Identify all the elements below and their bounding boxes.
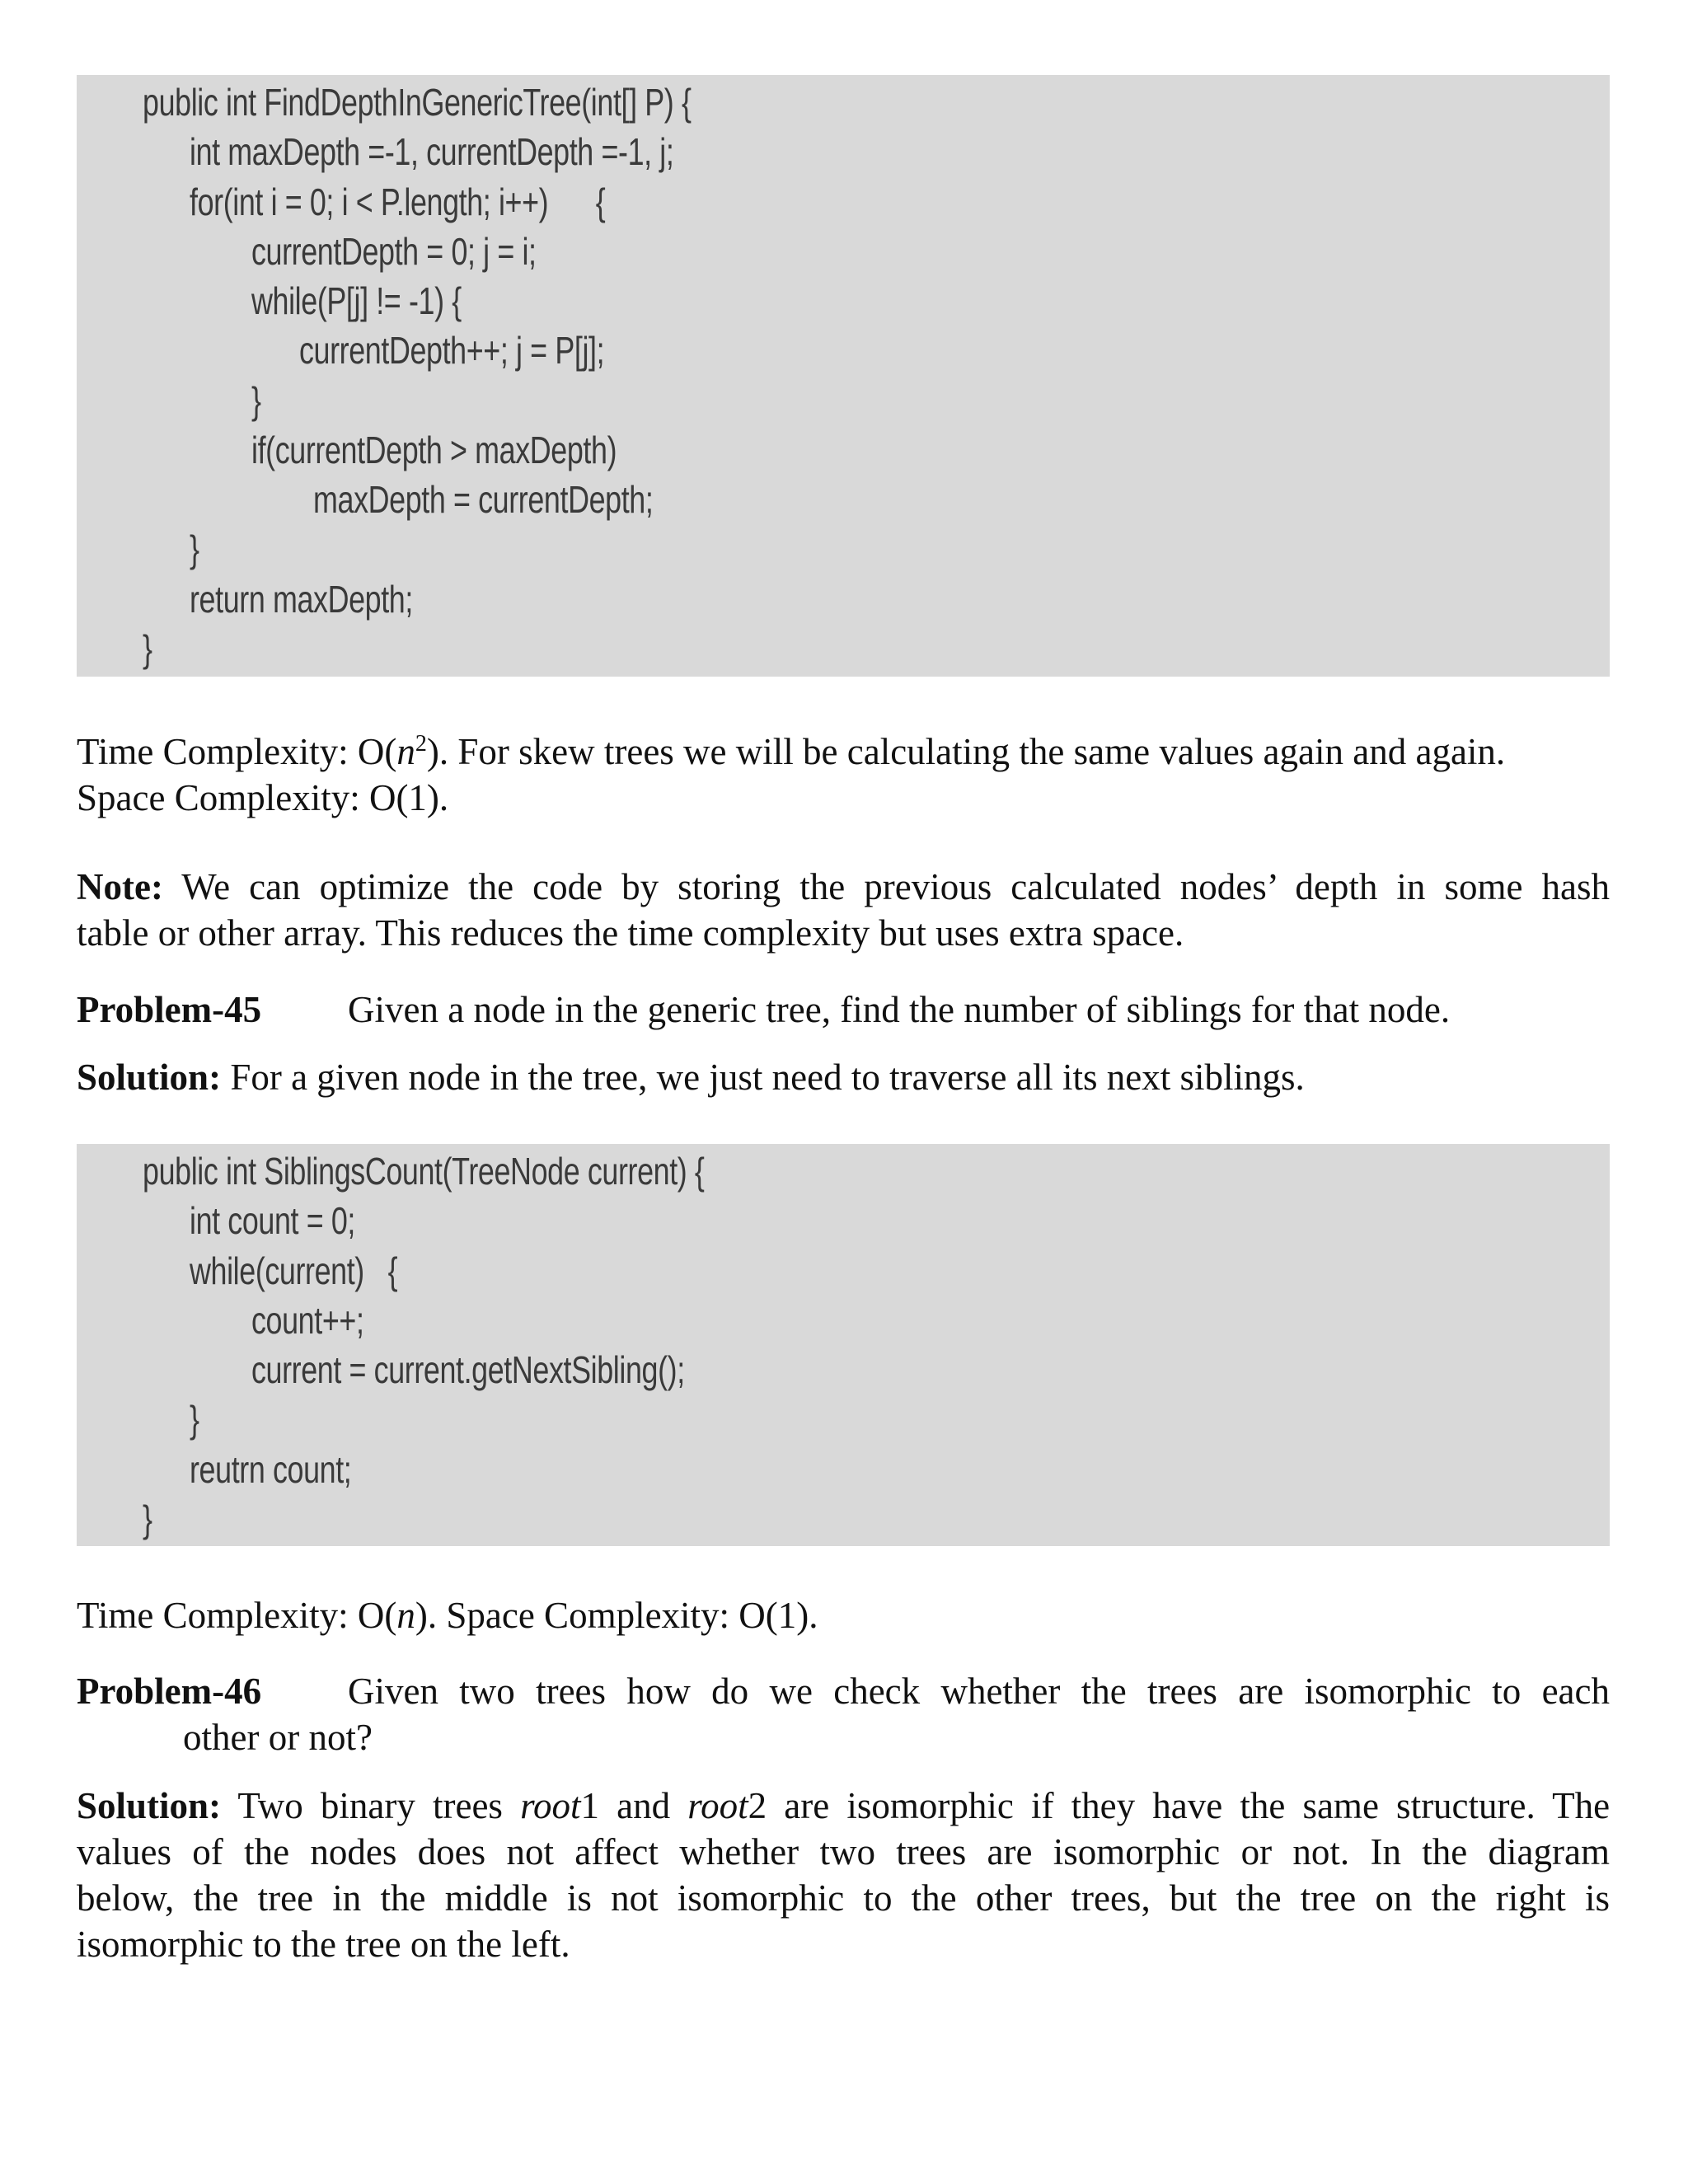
- time-prefix: Time Complexity: O(: [77, 731, 397, 772]
- code-line: }: [190, 1398, 199, 1441]
- note-line-2: table or other array. This reduces the time complexity but uses extra space.: [77, 912, 1184, 954]
- code-line: }: [143, 627, 152, 670]
- solution-label: Solution:: [77, 1057, 222, 1098]
- solution-46-line-2: values of the nodes does not affect whether two trees are isomorphic or not. In the diagram: [77, 1831, 1610, 1872]
- solution-label: Solution:: [77, 1785, 222, 1826]
- code-line: maxDepth = currentDepth;: [313, 478, 654, 521]
- note-label: Note:: [77, 866, 163, 907]
- code-line: }: [251, 379, 261, 422]
- time-complexity-2: [77, 1592, 818, 1638]
- solution-46-line-3: below, the tree in the middle is not isomorphic to the other trees, but the tree on the right is: [77, 1877, 1610, 1919]
- problem-46-line-1: Given two trees how do we check whether the trees are isomorphic to each: [348, 1671, 1610, 1712]
- code-line: public int FindDepthInGenericTree(int[] P) {: [143, 81, 692, 124]
- solution-46-line-1: [77, 1783, 1610, 1829]
- code-block-find-depth: [77, 75, 1610, 677]
- note-text: We can optimize the code by storing the previous calculated nodes’ depth in some hash: [181, 866, 1611, 907]
- code-line: currentDepth++; j = P[j];: [299, 329, 605, 372]
- solution-45: [77, 1054, 1305, 1100]
- space-complexity-1: Space Complexity: O(1).: [77, 777, 449, 818]
- code-block-siblings-count: [77, 1144, 1610, 1546]
- solution-text: For a given node in the tree, we just need to traverse all its next siblings.: [230, 1057, 1305, 1098]
- problem-46-label: Problem-46: [77, 1671, 262, 1712]
- code-line: current = current.getNextSibling();: [251, 1348, 685, 1391]
- code-line: while(P[j] != -1) {: [251, 279, 462, 322]
- note-line-1: [77, 864, 1610, 910]
- exponent: 2: [415, 731, 427, 757]
- code-line: currentDepth = 0; j = i;: [251, 230, 537, 273]
- n-variable: n: [396, 731, 415, 772]
- code-line: for(int i = 0; i < P.length; i++) {: [190, 180, 606, 223]
- code-line: reutrn count;: [190, 1448, 352, 1491]
- root1: root1: [520, 1785, 599, 1826]
- problem-45-label: Problem-45: [77, 989, 262, 1030]
- n-variable: n: [396, 1595, 415, 1636]
- and-word: and: [617, 1785, 671, 1826]
- code-line: }: [143, 1497, 152, 1540]
- problem-45-text: Given a node in the generic tree, find the number of siblings for that node.: [348, 989, 1451, 1030]
- time-prefix: Time Complexity: O(: [77, 1595, 397, 1636]
- code-line: count++;: [251, 1299, 364, 1342]
- time-complexity-1: [77, 729, 1505, 775]
- solution-text: Two binary trees: [237, 1785, 503, 1826]
- root2: root2: [687, 1785, 767, 1826]
- solution-46-line-4: isomorphic to the tree on the left.: [77, 1924, 570, 1965]
- solution-text: are isomorphic if they have the same structure. The: [784, 1785, 1611, 1826]
- code-line: }: [190, 527, 199, 570]
- code-line: while(current) {: [190, 1249, 398, 1292]
- code-line: if(currentDepth > maxDepth): [251, 429, 617, 471]
- time-suffix: ). Space Complexity: O(1).: [415, 1595, 818, 1636]
- problem-46-line-2: other or not?: [183, 1717, 373, 1758]
- code-line: return maxDepth;: [190, 578, 413, 621]
- code-line: int count = 0;: [190, 1199, 355, 1242]
- code-line: int maxDepth =-1, currentDepth =-1, j;: [190, 130, 674, 173]
- code-line: public int SiblingsCount(TreeNode current) {: [143, 1150, 705, 1193]
- time-suffix: ). For skew trees we will be calculating the same values again and again.: [426, 731, 1506, 772]
